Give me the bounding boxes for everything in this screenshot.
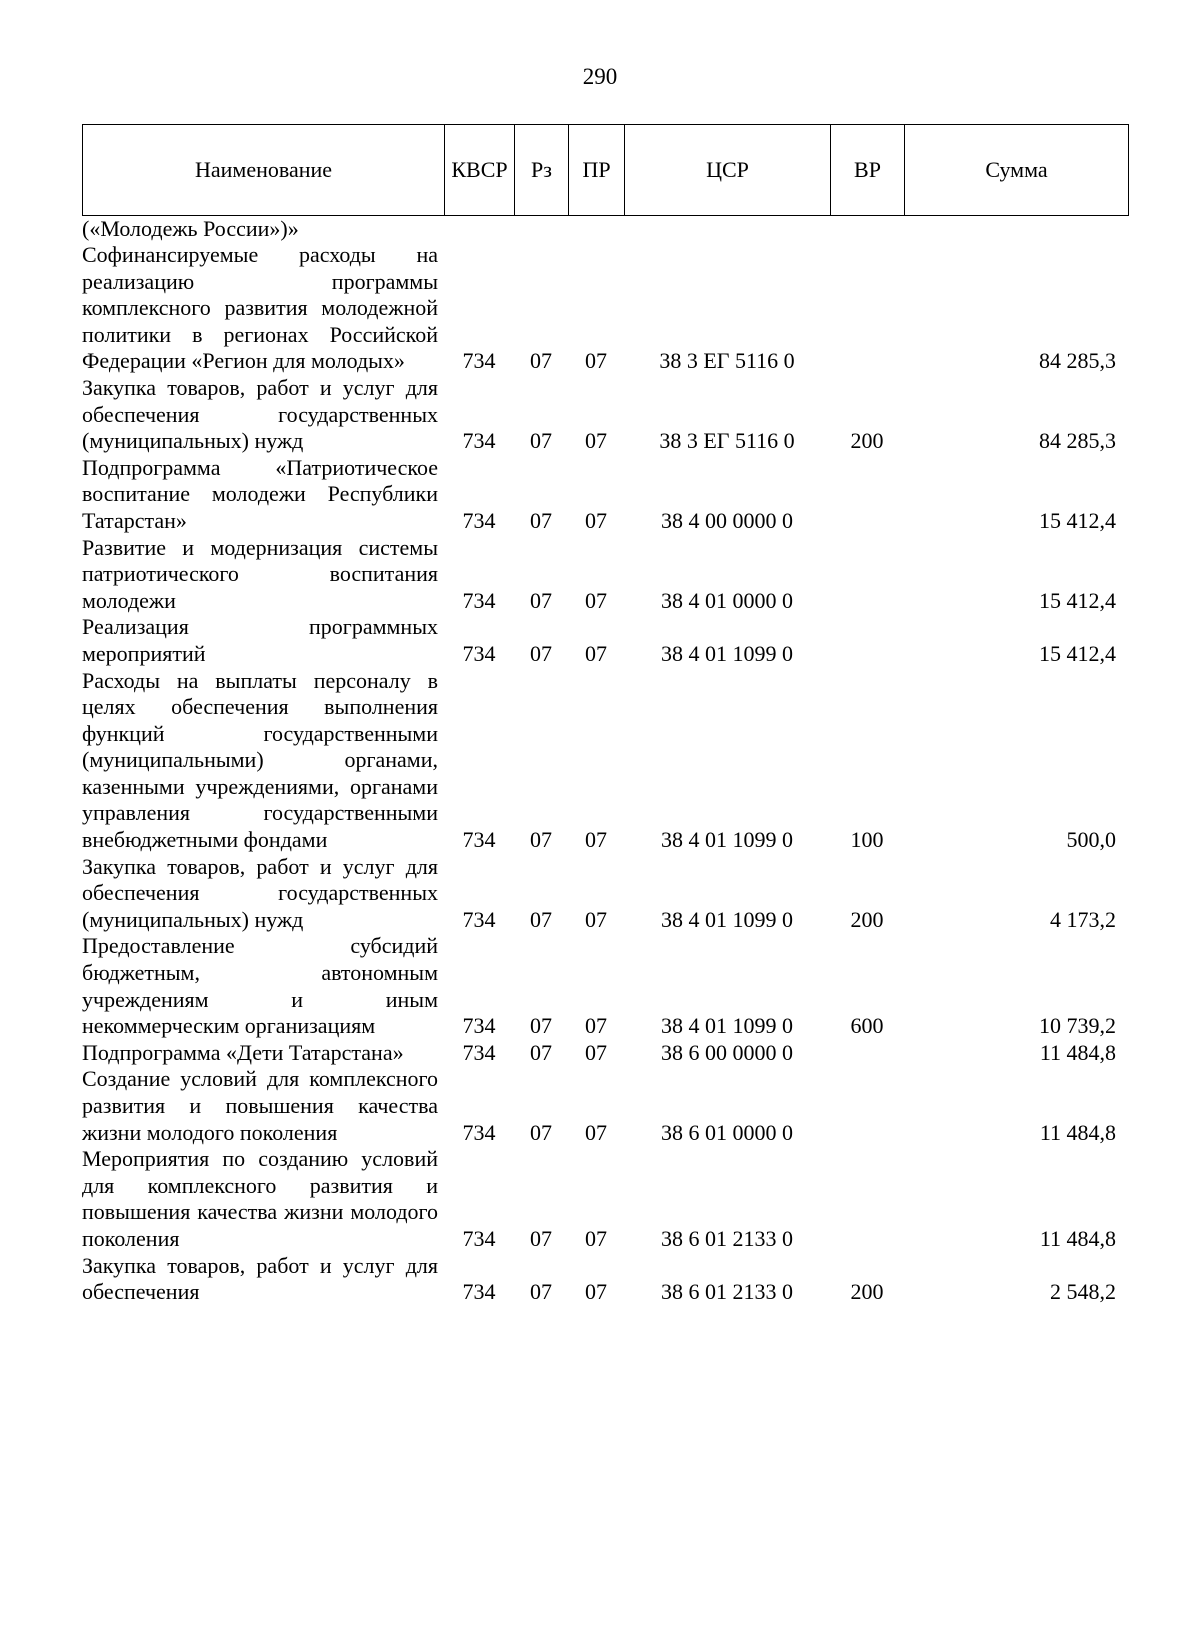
cell-pr: [568, 216, 624, 242]
cell-csr: 38 4 01 1099 0: [661, 906, 793, 932]
cell-rz: 07: [530, 348, 552, 374]
cell-vr: [830, 455, 904, 535]
table-row: [82, 1040, 1128, 1067]
cell-kvsr: 734: [462, 906, 496, 932]
cell-vr: 200: [850, 1279, 884, 1305]
cell-vr: [830, 1066, 904, 1146]
cell-csr: 38 3 ЕГ 5116 0: [659, 428, 795, 454]
cell-pr: 07: [585, 1013, 607, 1039]
cell-pr: 07: [585, 640, 607, 666]
cell-name: Софинансируемые расходы на реализацию программы комплексного развития молодежной политики в регионах Российской Федерации «Регион для молодых»: [82, 242, 438, 374]
table-row: [82, 854, 1128, 934]
cell-rz: 07: [530, 640, 552, 666]
cell-kvsr: 734: [462, 428, 496, 454]
table-row: [82, 933, 1128, 1039]
cell-name: Закупка товаров, работ и услуг для обеспечения: [82, 1252, 438, 1305]
cell-vr: [830, 242, 904, 375]
cell-name: Подпрограмма «Дети Татарстана»: [82, 1039, 404, 1065]
cell-pr: 07: [585, 587, 607, 613]
cell-sum: 2 548,2: [1050, 1279, 1116, 1305]
cell-name: («Молодежь России»)»: [82, 216, 299, 241]
page-number: 290: [582, 64, 618, 89]
cell-kvsr: 734: [462, 827, 496, 853]
table-row: [82, 455, 1128, 535]
table-row: [82, 1066, 1128, 1146]
table-row: [82, 216, 1128, 242]
cell-name: Реализация программных мероприятий: [82, 614, 438, 666]
table-row: [82, 375, 1128, 455]
cell-rz: 07: [530, 1279, 552, 1305]
cell-csr: 38 4 01 0000 0: [661, 587, 793, 613]
cell-vr: 200: [850, 428, 884, 454]
cell-vr: 200: [850, 906, 884, 932]
cell-kvsr: 734: [462, 1225, 496, 1251]
header-name: Наименование: [83, 125, 445, 216]
cell-name: Закупка товаров, работ и услуг для обеспечения государственных (муниципальных) нужд: [82, 853, 438, 932]
cell-kvsr: 734: [462, 587, 496, 613]
cell-vr: 600: [850, 1013, 884, 1039]
cell-sum: 84 285,3: [1039, 428, 1116, 454]
table-row: [82, 614, 1128, 667]
cell-rz: 07: [530, 587, 552, 613]
cell-name: Развитие и модернизация системы патриотического воспитания молодежи: [82, 534, 438, 613]
cell-csr: 38 6 01 2133 0: [661, 1279, 793, 1305]
cell-rz: 07: [530, 428, 552, 454]
cell-name: Предоставление субсидий бюджетным, автономным учреждениям и иным некоммерческим организациям: [82, 933, 438, 1039]
cell-kvsr: 734: [462, 1039, 496, 1065]
cell-name: Закупка товаров, работ и услуг для обеспечения государственных (муниципальных) нужд: [82, 374, 438, 454]
header-pr: ПР: [569, 125, 625, 216]
cell-sum: 11 484,8: [1039, 1039, 1116, 1065]
cell-vr: [830, 216, 904, 242]
cell-pr: 07: [585, 428, 607, 454]
cell-pr: 07: [585, 1279, 607, 1305]
header-vr: ВР: [831, 125, 905, 216]
cell-csr: 38 4 01 1099 0: [661, 640, 793, 666]
cell-rz: 07: [530, 827, 552, 853]
cell-name: Создание условий для комплексного развития и повышения качества жизни молодого поколения: [82, 1066, 438, 1145]
cell-rz: 07: [530, 1039, 552, 1065]
cell-vr: [830, 1146, 904, 1252]
cell-vr: 100: [850, 827, 884, 853]
table-header: [82, 124, 1129, 216]
cell-rz: 07: [530, 507, 552, 533]
cell-sum: 15 412,4: [1039, 640, 1116, 666]
header-kvsr: КВСР: [445, 125, 515, 216]
cell-csr: 38 4 01 1099 0: [661, 827, 793, 853]
cell-csr: 38 6 00 0000 0: [661, 1039, 793, 1065]
cell-sum: 11 484,8: [1039, 1119, 1116, 1145]
cell-rz: [514, 216, 568, 242]
cell-pr: 07: [585, 1039, 607, 1065]
cell-csr: 38 3 ЕГ 5116 0: [659, 348, 795, 374]
cell-name: Подпрограмма «Патриотическое воспитание молодежи Республики Татарстан»: [82, 454, 438, 533]
cell-name: Мероприятия по созданию условий для комплексного развития и повышения качества жизни молодого поколения: [82, 1146, 438, 1251]
header-csr: ЦСР: [625, 125, 831, 216]
cell-pr: 07: [585, 348, 607, 374]
table-row: [82, 242, 1128, 375]
cell-pr: 07: [585, 827, 607, 853]
cell-sum: 15 412,4: [1039, 507, 1116, 533]
cell-sum: [904, 216, 1128, 242]
table-row: [82, 535, 1128, 615]
cell-vr: [830, 614, 904, 667]
table-row: [82, 668, 1128, 854]
cell-pr: 07: [585, 906, 607, 932]
budget-table: [82, 216, 1128, 1306]
table-row: [82, 1253, 1128, 1306]
cell-sum: 4 173,2: [1050, 906, 1116, 932]
cell-kvsr: 734: [462, 507, 496, 533]
cell-rz: 07: [530, 906, 552, 932]
cell-rz: 07: [530, 1013, 552, 1039]
cell-sum: 10 739,2: [1039, 1013, 1116, 1039]
table-row: [82, 1146, 1128, 1252]
cell-csr: 38 4 01 1099 0: [661, 1013, 793, 1039]
cell-pr: 07: [585, 507, 607, 533]
header-rz: Рз: [515, 125, 569, 216]
cell-sum: 15 412,4: [1039, 587, 1116, 613]
cell-sum: 500,0: [1066, 827, 1116, 853]
cell-kvsr: 734: [462, 640, 496, 666]
cell-rz: 07: [530, 1119, 552, 1145]
cell-pr: 07: [585, 1225, 607, 1251]
cell-kvsr: 734: [462, 1013, 496, 1039]
cell-kvsr: 734: [462, 1119, 496, 1145]
cell-csr: 38 6 01 0000 0: [661, 1119, 793, 1145]
cell-vr: [830, 1040, 904, 1067]
cell-kvsr: 734: [462, 1279, 496, 1305]
cell-sum: 11 484,8: [1039, 1225, 1116, 1251]
cell-csr: 38 6 01 2133 0: [661, 1225, 793, 1251]
cell-csr: 38 4 00 0000 0: [661, 507, 793, 533]
cell-rz: 07: [530, 1225, 552, 1251]
cell-vr: [830, 535, 904, 615]
cell-kvsr: [444, 216, 514, 242]
cell-name: Расходы на выплаты персоналу в целях обеспечения выполнения функций государственными (муниципальными) органами, казенными учреждениями, органами управления государственными внебюджетными фондами: [82, 667, 438, 853]
cell-kvsr: 734: [462, 348, 496, 374]
header-sum: Сумма: [905, 125, 1129, 216]
cell-csr: [624, 216, 830, 242]
cell-pr: 07: [585, 1119, 607, 1145]
cell-sum: 84 285,3: [1039, 348, 1116, 374]
